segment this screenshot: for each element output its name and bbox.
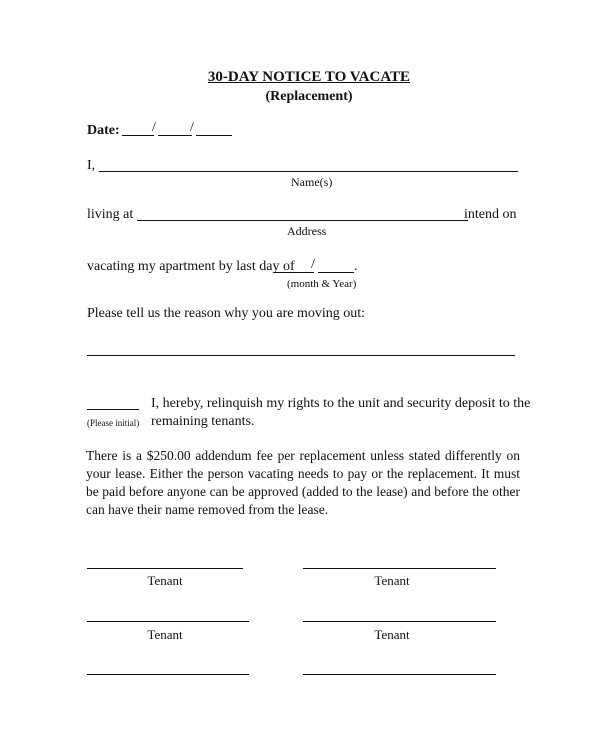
address-caption: Address [287,224,327,238]
month-year-caption: (month & Year) [287,278,357,290]
date-slash-1: / [152,120,156,135]
date-year-blank[interactable] [196,135,232,136]
date-day-blank[interactable] [158,135,192,136]
signature-line-5[interactable] [87,674,249,675]
vacate-period: . [354,259,358,274]
date-month-blank[interactable] [122,135,154,136]
form-subtitle: (Replacement) [265,89,353,104]
reason-blank[interactable] [87,355,515,356]
vacating-label: vacating my apartment by last day of [87,259,295,274]
reason-prompt: Please tell us the reason why you are moving out: [87,306,365,321]
notice-document [6,0,594,730]
tenant-caption-2: Tenant [374,573,410,588]
names-caption: Name(s) [291,175,333,189]
i-label: I, [87,158,96,173]
names-blank[interactable] [99,171,518,172]
vacate-month-blank[interactable] [274,272,314,273]
initial-caption: (Please initial) [87,418,140,428]
address-blank[interactable] [137,220,468,221]
vacate-year-blank[interactable] [318,272,354,273]
signature-line-2[interactable] [303,568,496,569]
date-slash-2: / [190,120,194,135]
relinquish-line-1: I, hereby, relinquish my rights to the unit and security deposit to the [151,396,531,411]
initial-blank[interactable] [87,409,139,410]
tenant-caption-3: Tenant [147,627,183,642]
signature-line-3[interactable] [87,621,249,622]
intend-on-label: intend on [464,207,517,222]
vacate-slash: / [311,257,315,272]
signature-line-4[interactable] [303,621,496,622]
signature-line-1[interactable] [87,568,243,569]
signature-line-6[interactable] [303,674,496,675]
tenant-caption-1: Tenant [147,573,183,588]
tenant-caption-4: Tenant [374,627,410,642]
fee-paragraph: There is a $250.00 addendum fee per replacement unless stated differently on your lease. Either the person vacating needs to pay or the replacement. It must be paid before anyone can be approved (added to the lease) and before the other can have their name removed from the lease. [86,448,520,517]
form-title: 30-DAY NOTICE TO VACATE [207,69,411,85]
living-at-label: living at [87,207,134,222]
relinquish-line-2: remaining tenants. [151,414,255,429]
date-label: Date: [87,123,120,138]
